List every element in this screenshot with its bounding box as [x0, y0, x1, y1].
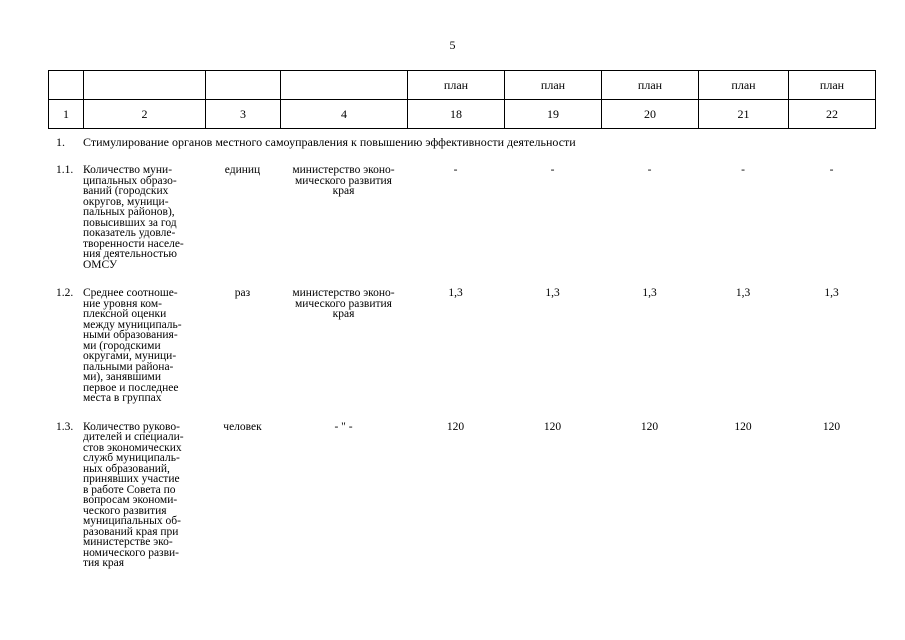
unit: раз [234, 287, 251, 299]
text-line: стов экономических [83, 441, 182, 454]
text-line: края [332, 185, 355, 197]
header-cell: план [408, 71, 505, 100]
section-row [48, 128, 875, 165]
header-cell: 19 [505, 100, 602, 129]
text-line: ния деятельностью [83, 248, 177, 260]
plan-value: 1,3 [545, 287, 560, 299]
indicator-name [83, 165, 205, 288]
plan-value: 1,3 [642, 287, 657, 299]
plan-value: - [453, 164, 458, 176]
text-line: Количество муни- [83, 164, 173, 176]
text-line: ческого развития [83, 504, 167, 517]
body-table [48, 128, 875, 587]
text-line: округами, муници- [83, 350, 177, 362]
plan-value: 1,3 [824, 287, 839, 299]
text-line: Среднее соотноше- [83, 287, 178, 299]
header-cell: план [602, 71, 699, 100]
executor [280, 288, 407, 422]
executor [280, 165, 407, 288]
plan-value: 1,3 [735, 287, 751, 299]
text-line: Количество руково- [83, 420, 180, 433]
plan-value: 120 [734, 420, 752, 433]
header-cell: 2 [84, 100, 206, 129]
text-line: места в группах [83, 392, 162, 404]
header-cell: 22 [789, 100, 876, 129]
text-line: номического разви- [83, 546, 180, 559]
unit: единиц [224, 164, 261, 176]
row-number: 1.1. [56, 164, 74, 176]
plan-value: - [829, 164, 834, 176]
executor [280, 422, 407, 587]
text-line: плексной оценки [83, 308, 167, 320]
text-line: ми (городскими [83, 339, 161, 352]
plan-value: - [741, 164, 745, 176]
indicator-name [83, 422, 205, 587]
table-row [48, 288, 875, 422]
text-line: между муниципаль- [83, 318, 182, 331]
header-cell: 18 [408, 100, 505, 129]
plan-value: 120 [446, 420, 465, 433]
text-line: разований края при [83, 525, 179, 538]
header-cell: план [505, 71, 602, 100]
text-line: дителей и специали- [83, 431, 184, 443]
header-cell: 4 [281, 100, 408, 129]
text-line: первое и последнее [83, 381, 179, 394]
plan-value: - [647, 164, 652, 176]
text-line: министерстве эко- [83, 536, 173, 548]
page-number: 5 [449, 38, 456, 52]
text-line: ципальных образо- [83, 174, 177, 187]
text-line: ными образования- [83, 329, 178, 341]
text-line: муниципальных об- [83, 515, 181, 527]
text-line: мического развития [295, 297, 392, 310]
header-cell [281, 71, 408, 100]
header-table [48, 70, 876, 129]
section-number: 1. [56, 135, 65, 149]
text-line: ОМСУ [83, 258, 118, 271]
header-row-numbers [49, 100, 876, 129]
text-line: ние уровня ком- [83, 297, 162, 310]
header-cell [49, 71, 84, 100]
text-line: творенности населе- [83, 237, 184, 250]
header-cell: 21 [699, 100, 789, 129]
indicator-name [83, 288, 205, 422]
text-line: служб муниципаль- [83, 452, 180, 464]
text-line: ми), занявшими [83, 371, 161, 383]
section-title: Стимулирование органов местного самоуправления к повышению эффективности деятельности [83, 135, 576, 149]
row-number: 1.2. [56, 287, 74, 299]
header-cell: план [789, 71, 876, 100]
text-line: повысивших за год [83, 216, 177, 229]
text-line: ных образований, [83, 462, 170, 475]
header-row-plan [49, 71, 876, 100]
text-line: мического развития [295, 174, 392, 187]
text-line: - " - [334, 420, 353, 433]
plan-value: 120 [543, 420, 562, 433]
row-number: 1.3. [56, 420, 74, 433]
text-line: округов, муници- [83, 195, 169, 208]
header-cell [206, 71, 281, 100]
text-line: министерство эконо- [292, 287, 395, 299]
text-line: края [332, 308, 355, 320]
text-line: принявших участие [83, 473, 180, 485]
text-line: пальных районов), [83, 206, 175, 218]
text-line: показатель удовле- [83, 227, 176, 239]
plan-value: - [550, 164, 555, 176]
header-cell [84, 71, 206, 100]
header-cell: 3 [206, 100, 281, 129]
table-row [48, 422, 875, 587]
text-line: вопросам экономи- [83, 494, 178, 506]
plan-value: 120 [822, 420, 841, 433]
header-cell: 1 [49, 100, 84, 129]
text-line: пальными района- [83, 360, 174, 373]
text-line: тия края [83, 557, 125, 569]
text-line: в работе Совета по [83, 483, 176, 496]
plan-value: 120 [640, 420, 659, 433]
table-row [48, 165, 875, 288]
header-cell: 20 [602, 100, 699, 129]
unit: человек [223, 420, 262, 433]
text-line: министерство эконо- [292, 164, 395, 176]
plan-value: 1,3 [448, 287, 463, 299]
header-cell: план [699, 71, 789, 100]
text-line: ваний (городских [83, 185, 169, 197]
